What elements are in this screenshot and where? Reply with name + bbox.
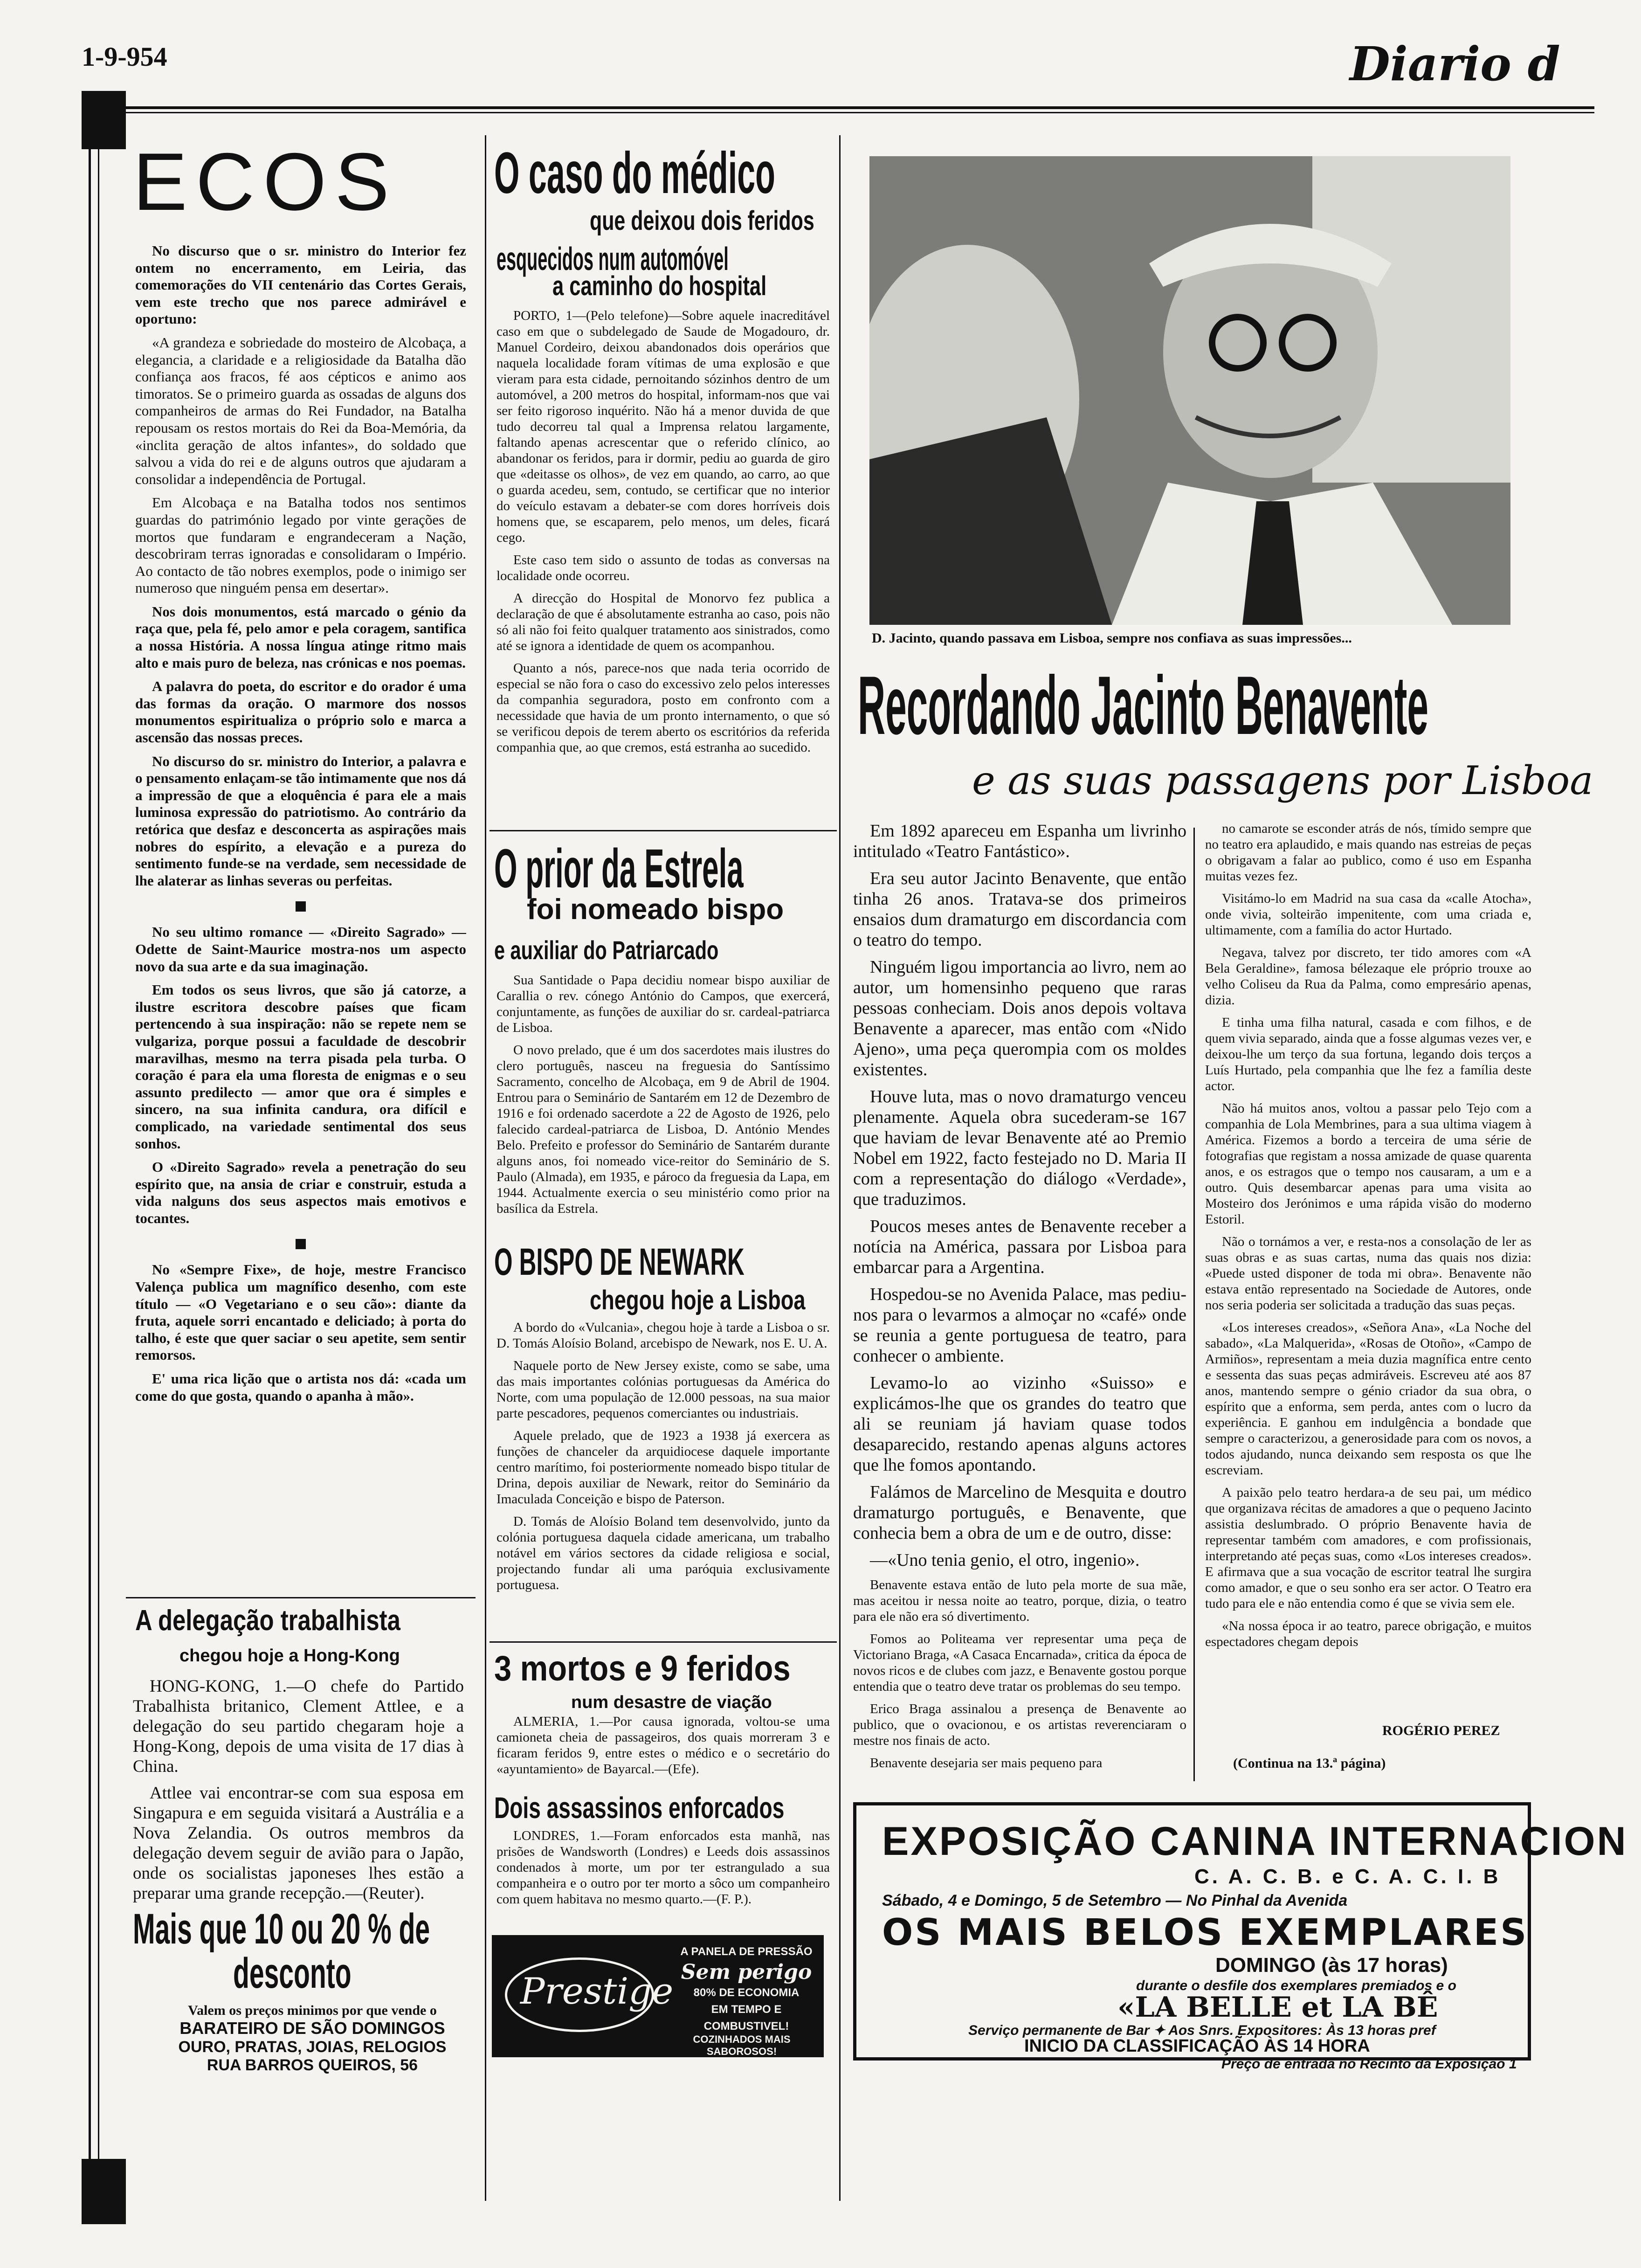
benavente-paragraph: Falámos de Marcelino de Mesquita e doutro dramaturgo português, e Benavente, que conhecia bem a obra de um e de outro, disse: xyxy=(853,1482,1186,1543)
prestige-brand: Prestige xyxy=(520,1971,674,2012)
canina-title: EXPOSIÇÃO CANINA INTERNACION xyxy=(882,1819,1628,1864)
benavente-paragraph: Não o tornámos a ver, e resta-nos a consolação de ler as suas obras e as suas cartas, numa das quais nos dizia: «Puede usted disponer de toda mi obra». Benavente não estava então representado na Sociedade de Autores, onde nos seria poderia ser solicitada a tradução das suas peças. xyxy=(1205,1234,1531,1313)
ad-line: Sem perigo xyxy=(681,1960,812,1984)
medico-title: O caso do médico xyxy=(494,141,775,206)
canina-line: Serviço permanente de Bar ✦ Aos Snrs. Expositores: Às 13 horas pref xyxy=(968,2023,1436,2038)
ecos-column xyxy=(135,242,466,1604)
benavente-paragraph: «Los intereses creados», «Señora Ana», «La Noche del sabado», «La Malquerida», «Rosas de Otoño», «Campo de Armiños», representam a meia duzia magnífica entre cento e sessenta das suas peças admiráveis. Escreveu até aos 87 anos, mantendo sempre o génio criador da sua obra, o espírito que a enforma, sem perda, antes com o lucro da experiência. E ganhou em indulgência a bondade que sempre o caracterizou, a generosidade para com os novos, a todos ajudando, nunca deixando sem resposta os que lhe escreviam. xyxy=(1205,1320,1531,1478)
mortos-subtitle: num desastre de viação xyxy=(571,1693,772,1712)
medico-subtitle-1: que deixou dois feridos xyxy=(590,206,814,236)
canina-line: DOMINGO (às 17 horas) xyxy=(1215,1954,1448,1977)
prestige-footer: COZINHADOS MAIS SABOROSOS! xyxy=(693,2033,791,2057)
benavente-paragraph: Visitámo-lo em Madrid na sua casa da «calle Atocha», onde vivia, solteirão impenitente, com uma criada e, ultimamente, com a família do actor Hurtado. xyxy=(1205,891,1531,938)
benavente-paragraph: Erico Braga assinalou a presença de Benavente ao publico, que o ovacionou, e os artistas reverenciaram o mestre nos finais de acto. xyxy=(853,1701,1186,1748)
medico-paragraph: PORTO, 1—(Pelo telefone)—Sobre aquele inacreditável caso em que o subdelegado de Saude de Mogadouro, dr. Manuel Cordeiro, deixou abandonados dois operários que naquela localidade foram vítimas de uma explosão e que vieram para esta cidade, pernoitando sózinhos dentro de um automóvel, a 200 metros do hospital, informam-nos que vai ser feito rigoroso inquérito. Não há a menor duvida de que tudo decorreu tal qual a Imprensa relatou largamente, faltando apenas acrescentar que o referido clínico, ao abandonar os feridos, para ir dormir, pediu ao guarda de giro que «deitasse os olhos», de vez em quando, ao carro, ao que o guarda acedeu, sem, contudo, se certificar que no interior do veículo estavam a debater-se com dores horríveis dois homens que, se escaparem, pelo menos, um deles, ficará cego. xyxy=(496,308,830,545)
ecos-paragraph: Em Alcobaça e na Batalha todos nos sentimos guardas do património legado por vinte gerações de mortos que fundaram e engrandeceram a Nação, descobriram terras ignoradas e consolidaram o Império. Ao contacto de tão nobres exemplos, pode o inimigo ser numeroso que ninguém pensa em desertar». xyxy=(135,494,466,596)
assassinos-body xyxy=(496,1828,830,1926)
ecos-paragraph: «A grandeza e sobriedade do mosteiro de Alcobaça, a elegancia, a claridade e a religiosidade da Batalha dão confiança aos fracos, fé aos cépticos e animo aos timoratos. Se o primeiro guarda as ossadas de alguns dos companheiros de armas do Rei Fundador, na Batalha repousam os restos mortais do Rei da Boa-Memória, da «inclita geração de altos infantes», do soldado que salvou a vida do rei e de alguns outros que ajudaram a consolidar a independência de Portugal. xyxy=(135,334,466,487)
section-separator xyxy=(296,1239,306,1249)
medico-subtitle-3: a caminho do hospital xyxy=(552,271,767,301)
top-rule xyxy=(126,106,1594,109)
ecos-paragraph: O «Direito Sagrado» revela a penetração do seu espírito que, na ansia de criar e construir, estuda a vida nalguns dos seus aspectos mais emotivos e tocantes. xyxy=(135,1159,466,1226)
canina-line: INICIO DA CLASSIFICAÇÃO ÀS 14 HORA xyxy=(1024,2036,1370,2056)
prior-paragraph: Sua Santidade o Papa decidiu nomear bispo auxiliar de Carallia o rev. cónego António do Campos, que exercerá, conjuntamente, as funções de auxiliar do sr. cardeal-patriarca de Lisboa. xyxy=(496,973,830,1035)
canina-line: C. A. C. B. e C. A. C. I. B xyxy=(1194,1865,1501,1888)
prior-paragraph: O novo prelado, que é um dos sacerdotes mais ilustres do clero português, nasceu na freguesia do Santíssimo Sacramento, concelho de Alcobaça, em 9 de Abril de 1904. Entrou para o Seminário de Santarém em 12 de Dezembro de 1916 e foi ordenado sacerdote a 22 de Agosto de 1926, pelo falecido cardeal-patriarca de Lisboa, D. António Mendes Belo. Prefeito e professor do Seminário de Santarém durante alguns anos, foi nomeado vice-reitor do Seminário de S. Paulo (Almada), em 1935, e pároco da freguesia da Lapa, em 1944. Actualmente exercia o seu ministério como prior na basílica da Estrela. xyxy=(496,1043,830,1216)
benavente-paragraph: Ninguém ligou importancia ao livro, nem ao autor, um homensinho pequeno que raras pessoas conheciam. Dois anos depois voltava Benavente a aparecer, mas então com «Nido Ajeno», uma peça querompia com os moldes existentes. xyxy=(853,957,1186,1079)
delegacao-title: A delegação trabalhista xyxy=(135,1604,400,1637)
canina-footer: Preço de entrada no Recinto da Exposição 1 xyxy=(1221,2056,1517,2072)
canina-line: durante o desfile dos exemplares premiados e o xyxy=(1136,1978,1456,1993)
ad-line: COMBUSTIVEL! xyxy=(703,2020,789,2033)
benavente-paragraph: Houve luta, mas o novo dramaturgo venceu plenamente. Aquela obra sucederam-se 167 que haviam de levar Benavente até ao Premio Nobel em 1922, facto festejado no D. Maria II com a representação do diálogo «Verdade», que traduzimos. xyxy=(853,1087,1186,1209)
prior-subtitle-2: e auxiliar do Patriarcado xyxy=(494,935,719,965)
benavente-paragraph: Hospedou-se no Avenida Palace, mas pediu-nos para o levarmos a almoçar no «café» onde se reunia a gente portuguesa de teatro, para conhecer o ambiente. xyxy=(853,1285,1186,1366)
benavente-paragraph: no camarote se esconder atrás de nós, tímido sempre que no teatro era aplaudido, e mais quando nas estreias de peças o obrigavam a falar ao publico, como é uso em Espanha muitas vezes fez. xyxy=(1205,821,1531,884)
page-date: 1-9-954 xyxy=(82,41,167,72)
ecos-paragraph: No seu ultimo romance — «Direito Sagrado» — Odette de Saint-Maurice mostra-nos um aspecto novo da sua arte e da sua imaginação. xyxy=(135,924,466,975)
assassinos-paragraph: LONDRES, 1.—Foram enforcados esta manhã, nas prisões de Wandsworth (Londres) e Leeds dois assassinos condenados à morte, um por ter estrangulado a sua companheira e o outro por ter morto a sôco um companheiro com quem habitava no mesmo quarto.—(F. P.). xyxy=(496,1828,830,1907)
delegacao-body xyxy=(133,1676,464,1923)
benavente-paragraph: —«Uno tenia genio, el otro, ingenio». xyxy=(870,1550,1140,1570)
ecos-paragraph: A palavra do poeta, do escritor e do orador é uma das formas da oração. O marmore dos nossos monumentos espiritualiza o próprio solo e marca a ascensão das nossas preces. xyxy=(135,678,466,746)
newark-subtitle: chegou hoje a Lisboa xyxy=(590,1285,806,1315)
newark-title: O BISPO DE NEWARK xyxy=(494,1241,745,1283)
delegacao-subtitle: chegou hoje a Hong-Kong xyxy=(179,1646,400,1666)
benavente-paragraph: Em 1892 apareceu em Espanha um livrinho intitulado «Teatro Fantástico». xyxy=(853,821,1186,861)
black-marker-top xyxy=(82,91,126,149)
column-divider-1 xyxy=(485,135,486,2201)
assassinos-title: Dois assassinos enforcados xyxy=(494,1791,785,1825)
ecos-paragraph: No discurso do sr. ministro do Interior, a palavra e o pensamento enlaçam-se tão intimamente que nos dá a impressão de que a eloquência é para ele a mais luminosa expressão do patriotismo. Ao contrário da retórica que desfaz e desconcerta as aspirações mais nobres do espírito, a elevação e a pureza do sentimento funde-se na verdade, sem necessidade de lhe alaterar as linhas severas ou perfeitas. xyxy=(135,753,466,889)
ad-desconto-title-2: desconto xyxy=(233,1950,352,1997)
canina-line: «LA BELLE et LA BÊ xyxy=(1117,1991,1438,2024)
benavente-paragraph: Era seu autor Jacinto Benavente, que então tinha 26 anos. Tratava-se dos primeiros ensaios dum dramaturgo em discordancia com o teatro do tempo. xyxy=(853,869,1186,950)
medico-paragraph: Quanto a nós, parece-nos que nada teria ocorrido de especial se não fora o caso do excessivo zelo pelos interesses da companhia seguradora, posto em confronto com a necessidade que havia de um pronto internamento, o que só se verificou depois de terem aberto os escritórios da referida companhia que, ao que cremos, está estranha ao sucedido. xyxy=(496,661,830,755)
benavente-title: Recordando Jacinto Benavente xyxy=(858,659,1428,752)
benavente-paragraph: Poucos meses antes de Benavente receber a notícia na América, passara por Lisboa para embarcar para a Argentina. xyxy=(853,1217,1186,1277)
medico-body xyxy=(496,308,830,830)
divider xyxy=(490,1641,837,1643)
mortos-body xyxy=(496,1714,830,1788)
ad-line: EM TEMPO E xyxy=(711,2003,782,2016)
medico-subtitle-2: esquecidos num automóvel xyxy=(496,241,729,277)
ecos-paragraph: No «Sempre Fixe», de hoje, mestre Francisco Valença publica um magnífico desenho, com este título — «O Vegetariano e o seu cão»: diante da fruta, aquele sorri encantado e deliciado; à porta do talho, é este que quer saciar o seu apetite, sem sentir remorsos. xyxy=(135,1261,466,1363)
column-divider-2 xyxy=(839,135,841,2201)
portrait-illustration xyxy=(869,156,1510,625)
newark-paragraph: A bordo do «Vulcania», chegou hoje à tarde a Lisboa o sr. D. Tomás Aloísio Boland, arcebispo de Newark, nos E. U. A. xyxy=(496,1320,830,1351)
benavente-paragraph: Benavente desejaria ser mais pequeno para xyxy=(870,1756,1103,1770)
newark-paragraph: D. Tomás de Aloísio Boland tem desenvolvido, junto da colónia portuguesa daquela cidade americana, um trabalho notável em vários sectores da cidade religiosa e social, projectando fundar ali uma paróquia exclusivamente portuguesa. xyxy=(496,1514,830,1592)
ecos-paragraph: E' uma rica lição que o artista nos dá: «cada um come do que gosta, quando o apanha à mão». xyxy=(135,1370,466,1404)
newspaper-masthead: Diario d xyxy=(1350,36,1560,91)
benavente-paragraph: E tinha uma filha natural, casada e com filhos, e de quem vivia separado, ainda que a fosse algumas vezes ver, e deixou-lhe um terço da sua fortuna, legando dois terços a Luís Hurtado, pela companhia que lhe fez a família deste actor. xyxy=(1205,1015,1531,1093)
ad-line: BARATEIRO DE SÃO DOMINGOS xyxy=(179,2019,445,2038)
ad-prestige xyxy=(492,1935,824,2057)
medico-paragraph: Este caso tem sido o assunto de todas as conversas na localidade onde ocorreu. xyxy=(496,553,830,583)
ad-line: OURO, PRATAS, JOIAS, RELOGIOS xyxy=(178,2038,447,2056)
ad-line: A PANELA DE PRESSÃO xyxy=(680,1945,813,1958)
delegacao-paragraph: Attlee vai encontrar-se com sua esposa em Singapura e em seguida visitará a Austrália e a Nova Zelandia. Os outros membros da delegação devem seguir de avião para o Japão, onde os socialistas japoneses lhes estão a preparar uma grande recepção.—(Reuter). xyxy=(133,1784,464,1903)
benavente-paragraph: Levamo-lo ao vizinho «Suisso» e explicámos-lhe que os grandes do teatro que ali se reuniam já haviam quase todos desaparecido, restando apenas alguns actores que lhe fomos apontando. xyxy=(853,1373,1186,1475)
benavente-subtitle: e as suas passagens por Lisboa xyxy=(972,758,1593,803)
benavente-paragraph: Benavente estava então de luto pela morte de sua mãe, mas aceitou ir nessa noite ao teatro, porque, dizia, o teatro para ele não era só divertimento. xyxy=(853,1577,1186,1624)
ad-line: 80% DE ECONOMIA xyxy=(693,1986,800,1999)
column-divider-3 xyxy=(1193,828,1195,1781)
prior-title: O prior da Estrela xyxy=(494,838,744,899)
prestige-text xyxy=(676,1943,816,2035)
ecos-title: ECOS xyxy=(133,137,398,228)
divider xyxy=(490,830,837,831)
newark-paragraph: Aquele prelado, que de 1923 a 1938 já exercera as funções de chanceler da arquidiocese daquele importante centro marítimo, foi posteriormente nomeado bispo titular de Drina, depois auxiliar de Newark, reitor do Seminário da Imaculada Conceição e bispo de Paterson. xyxy=(496,1428,830,1507)
prior-body xyxy=(496,972,830,1233)
benavente-paragraph: «Na nossa época ir ao teatro, parece obrigação, e muitos espectadores chegam depois xyxy=(1205,1618,1531,1649)
divider xyxy=(126,1597,476,1598)
delegacao-paragraph: HONG-KONG, 1.—O chefe do Partido Trabalhista britanico, Clement Attlee, e a delegação do seu partido chegaram hoje a Hong-Kong, depois de uma visita de 17 dias à China. xyxy=(133,1677,464,1776)
newark-paragraph: Naquele porto de New Jersey existe, como se sabe, uma das mais importantes colónias portuguesas da América do Norte, com uma população de 12.000 pessoas, na sua maior parte pescadores, pequenos comerciantes ou industriais. xyxy=(496,1358,830,1421)
ecos-paragraph: Em todos os seus livros, que são já catorze, a ilustre escritora descobre países que ficam pertencendo à sua inspiração: não se repete nem se vulgariza, porque possui a faculdade de descobrir maravilhas, mesmo na terra pisada pela turba. O coração é para ela uma floresta de enigmas e o seu assunto predilecto — amor que ora é simples e sincero, na sua infinita candura, ora difícil e complicado, na variedade sentimental dos seus sonhos. xyxy=(135,982,466,1152)
photo-caption: D. Jacinto, quando passava em Lisboa, sempre nos confiava as suas impressões... xyxy=(872,630,1352,646)
newark-body xyxy=(496,1320,830,1646)
ad-desconto-title: Mais que 10 ou 20 % de xyxy=(133,1905,430,1953)
mortos-paragraph: ALMERIA, 1.—Por causa ignorada, voltou-se uma camioneta cheia de passageiros, dos quais morreram 3 e ficaram feridos 9, entre estes o médico e o secretário do «ayuntamiento» de Bayarcal.—(Efe). xyxy=(496,1714,830,1777)
article-author: ROGÉRIO PEREZ xyxy=(1382,1723,1500,1738)
benavente-paragraph: Fomos ao Politeama ver representar uma peça de Victoriano Braga, «A Casaca Encarnada», critica da época de novos ricos e de clubes com jazz, e Benavente gostou porque entendia que o teatro deve tratar os problemas do seu tempo. xyxy=(853,1632,1186,1694)
benavente-paragraph: A paixão pelo teatro herdara-a de seu pai, um médico que organizava récitas de amadores a que o pequeno Jacinto assistia deslumbrado. O próprio Benavente havia de representar também com amadores, e com profissionais, interpretando até peças suas, como «Los intereses creados». E afirmava que a sua vocação de escritor teatral lhe surgira como amador, e que o seu sonho era ser actor. O Teatro era tudo para ele e não entendia como é que se vivia sem ele. xyxy=(1205,1485,1531,1611)
ad-desconto-text xyxy=(149,2003,476,2074)
top-rule-thin xyxy=(126,112,1594,113)
canina-line: OS MAIS BELOS EXEMPLARES xyxy=(882,1912,1529,1954)
ecos-paragraph: No discurso que o sr. ministro do Interior fez ontem no encerramento, em Leiria, das comemorações do VII centenário das Cortes Gerais, vem este trecho que nos parece admirável e oportuno: xyxy=(135,242,466,327)
left-rule-thin xyxy=(98,149,99,2159)
benavente-paragraph: Não há muitos anos, voltou a passar pelo Tejo com a companhia de Lola Membrines, para a sua ultima viagem à América. Fizemos a bordo a terceira de uma série de fotografias que registam a nossa amizade de quase quarenta anos, e os estragos que o tempo nos causaram, a um e a outro. Quis desembarcar apenas para uma visita ao Mosteiro dos Jerónimos e uma rápida visão do moderno Estoril. xyxy=(1205,1101,1531,1227)
ad-line: RUA BARROS QUEIROS, 56 xyxy=(207,2056,418,2074)
left-rule xyxy=(89,149,91,2159)
prior-subtitle-1: foi nomeado bispo xyxy=(527,893,784,926)
black-marker-bottom xyxy=(82,2159,126,2224)
canina-line: Sábado, 4 e Domingo, 5 de Setembro — No Pinhal da Avenida xyxy=(882,1892,1348,1909)
section-separator xyxy=(296,901,306,912)
ecos-paragraph: Nos dois monumentos, está marcado o génio da raça que, pela fé, pelo amor e pela coragem, santifica a nossa História. A nossa língua atinge ritmo mais alto e mais puro de beleza, nas crónicas e nos poemas. xyxy=(135,603,466,671)
benavente-paragraph: Negava, talvez por discreto, ter tido amores com «A Bela Geraldine», famosa bélezaque ele próprio trouxe ao velho Coliseu da Rua da Palma, como empresário apenas, dizia. xyxy=(1205,945,1531,1008)
mortos-title: 3 mortos e 9 feridos xyxy=(494,1649,791,1688)
ad-exposicao-canina xyxy=(853,1802,1628,2061)
ad-line: Valem os preços minimos por que vende o xyxy=(188,2003,437,2018)
benavente-column-1 xyxy=(853,821,1186,1781)
continuation-note: (Continua na 13.ª página) xyxy=(1233,1756,1386,1771)
medico-paragraph: A direcção do Hospital de Monorvo fez publica a declaração de que é absolutamente estranha ao caso, pois não só ali não foi feito qualquer tratamento aos sinistrados, como até se ignora a identidade de quem os acompanhou. xyxy=(496,591,830,653)
benavente-column-2 xyxy=(1205,821,1531,1739)
portrait-photo xyxy=(869,156,1510,625)
